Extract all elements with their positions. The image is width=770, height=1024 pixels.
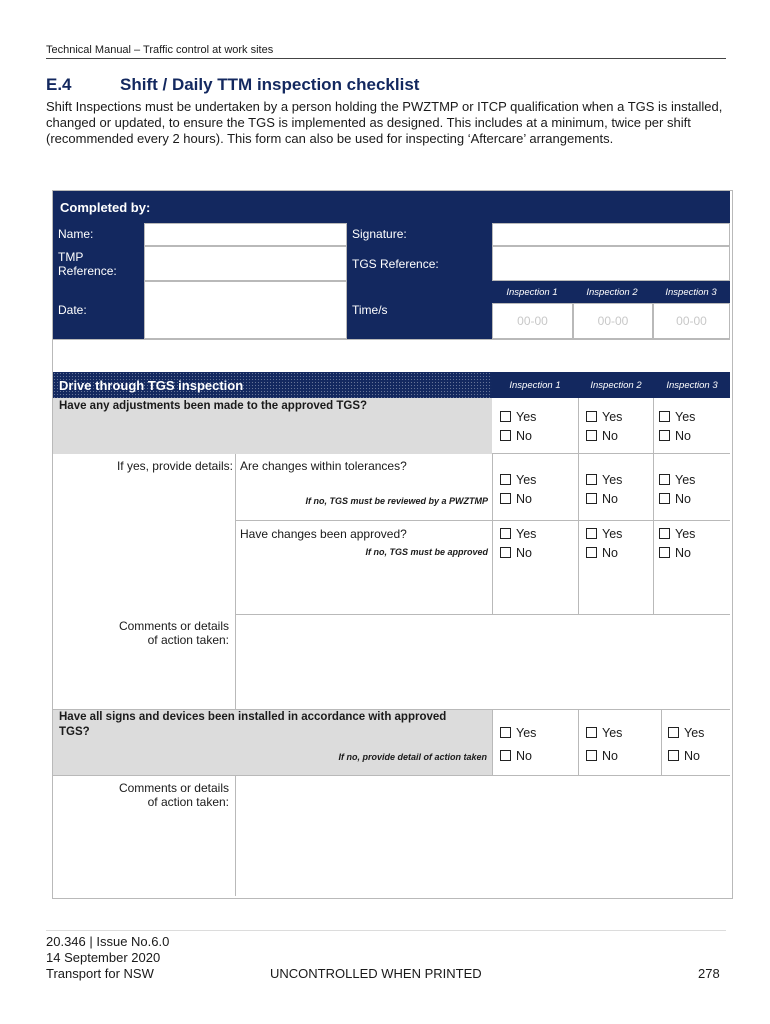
section-title: Shift / Daily TTM inspection checklist [120,75,420,94]
q1-cell [53,398,492,454]
drive-inspections-header [492,372,730,398]
q1-answers [492,398,730,454]
checkbox-icon [659,547,670,558]
checkbox-icon [659,528,670,539]
checkbox-icon [659,411,670,422]
q1-text: Have any adjustments been made to the approved TGS? [59,400,368,412]
time-inspection-2-heading: Inspection 2 [586,287,638,298]
tmp-label-cell [53,246,144,281]
q1a-inspection-2-no[interactable]: No [586,492,618,506]
row-divider [235,520,730,521]
time-inspection-3-field[interactable] [653,303,730,339]
column-divider [578,398,579,614]
form-spacer [53,339,730,372]
checkbox-icon [586,750,597,761]
footer-left [46,934,169,982]
page-number: 278 [698,966,720,981]
checkbox-icon [586,528,597,539]
footer-stamp: UNCONTROLLED WHEN PRINTED [270,966,482,981]
column-divider [653,398,654,614]
checkbox-icon [586,493,597,504]
q2-inspection-3-yes[interactable]: Yes [668,726,704,740]
checkbox-icon [586,430,597,441]
time-inspection-2-placeholder: 00-00 [597,314,629,328]
column-divider [492,710,493,775]
footer-date: 14 September 2020 [46,950,161,965]
header-divider [46,58,726,59]
comments-1-field[interactable] [235,614,730,709]
checkbox-icon [500,750,511,761]
q1b-inspection-1-no[interactable]: No [500,546,532,560]
q2-inspection-1-no[interactable]: No [500,749,532,763]
checkbox-icon [500,547,511,558]
q1b-inspection-2-yes[interactable]: Yes [586,527,622,541]
q2-inspection-1-yes[interactable]: Yes [500,726,536,740]
checkbox-icon [586,474,597,485]
comments-2-label: Comments or details of action taken: [118,781,229,809]
checkbox-icon [500,528,511,539]
checkbox-icon [500,474,511,485]
signature-label-cell [347,223,492,246]
q2-inspection-3-no[interactable]: No [668,749,700,763]
q2-text: Have all signs and devices been installed in accordance with approved TGS? [59,711,447,738]
q1-inspection-1-yes[interactable]: Yes [500,410,536,424]
checkbox-icon [586,411,597,422]
section-number: E.4 [46,75,72,94]
if-yes-label: If yes, provide details: [116,459,233,473]
checkbox-icon [659,430,670,441]
time-inspections-header [492,281,730,303]
footer-doc-number: 20.346 | Issue No.6.0 [46,934,170,949]
q1-inspection-2-no[interactable]: No [586,429,618,443]
signature-label: Signature: [352,227,407,241]
q1b-inspection-1-yes[interactable]: Yes [500,527,536,541]
q1b-inspection-3-yes[interactable]: Yes [659,527,695,541]
q1b-inspection-3-no[interactable]: No [659,546,691,560]
q1b-text: Have changes been approved? [240,527,407,541]
q2-cell [53,710,492,775]
footer-org: Transport for NSW [46,966,154,981]
time-inspection-1-heading: Inspection 1 [506,287,558,298]
q1b-note: If no, TGS must be approved [365,547,488,557]
name-label: Name: [58,227,94,241]
comments-1-label: Comments or details of action taken: [118,619,229,647]
q1a-inspection-3-yes[interactable]: Yes [659,473,695,487]
checkbox-icon [586,547,597,558]
q1b-inspection-2-no[interactable]: No [586,546,618,560]
completed-by-header [53,191,730,223]
tgs-reference-label: TGS Reference: [352,257,439,271]
comments-2-field[interactable] [235,775,730,896]
tmp-reference-field[interactable] [144,246,347,281]
q1a-inspection-2-yes[interactable]: Yes [586,473,622,487]
q1a-text: Are changes within tolerances? [240,459,407,473]
q2-inspection-2-yes[interactable]: Yes [586,726,622,740]
checkbox-icon [500,493,511,504]
q1a-inspection-1-no[interactable]: No [500,492,532,506]
time-label: Time/s [352,303,388,317]
inspection-form [52,190,733,899]
signature-field[interactable] [492,223,730,246]
drive-inspection-1-heading: Inspection 1 [509,380,561,391]
checkbox-icon [659,474,670,485]
name-field[interactable] [144,223,347,246]
q1-inspection-3-no[interactable]: No [659,429,691,443]
tmp-reference-label: TMP Reference: [58,250,117,278]
checkbox-icon [659,493,670,504]
completed-by-title: Completed by: [60,200,151,215]
time-inspection-3-placeholder: 00-00 [676,314,707,328]
tgs-reference-label-cell [347,246,492,281]
q1a-note: If no, TGS must be reviewed by a PWZTMP [305,496,488,506]
tgs-reference-field[interactable] [492,246,730,281]
time-inspection-1-placeholder: 00-00 [517,314,548,328]
running-header: Technical Manual – Traffic control at work sites [46,44,274,56]
q2-inspection-2-no[interactable]: No [586,749,618,763]
checkbox-icon [500,411,511,422]
checkbox-icon [668,750,679,761]
column-divider [578,710,579,775]
q2-note: If no, provide detail of action taken [338,752,487,762]
q1-inspection-3-yes[interactable]: Yes [659,410,695,424]
q1a-inspection-1-yes[interactable]: Yes [500,473,536,487]
time-inspection-3-heading: Inspection 3 [665,287,717,298]
time-inspection-1-field[interactable] [492,303,573,339]
checkbox-icon [500,430,511,441]
column-divider [661,710,662,775]
q1-inspection-1-no[interactable]: No [500,429,532,443]
drive-inspection-2-heading: Inspection 2 [590,380,642,391]
checkbox-icon [586,727,597,738]
drive-inspection-3-heading: Inspection 3 [666,380,718,391]
drive-through-header [53,372,492,398]
name-label-cell [53,223,144,246]
date-label: Date: [58,303,87,317]
q1-inspection-2-yes[interactable]: Yes [586,410,622,424]
column-divider [492,454,493,614]
time-label-cell [347,281,492,339]
footer-divider [46,930,726,931]
date-label-cell [53,281,144,339]
q1a-inspection-3-no[interactable]: No [659,492,691,506]
date-field[interactable] [144,281,347,339]
checkbox-icon [500,727,511,738]
drive-through-title: Drive through TGS inspection [59,378,244,393]
intro-paragraph: Shift Inspections must be undertaken by a person holding the PWZTMP or ITCP qualification when a TGS is installed, changed or updated, to ensure the TGS is implemented as designed. This includes at a minimum, twice per shift (recommended every 2 hours). This form can also be used for inspecting ‘Aftercare’ arrangements. [46,99,723,146]
time-inspection-2-field[interactable] [573,303,653,339]
checkbox-icon [668,727,679,738]
